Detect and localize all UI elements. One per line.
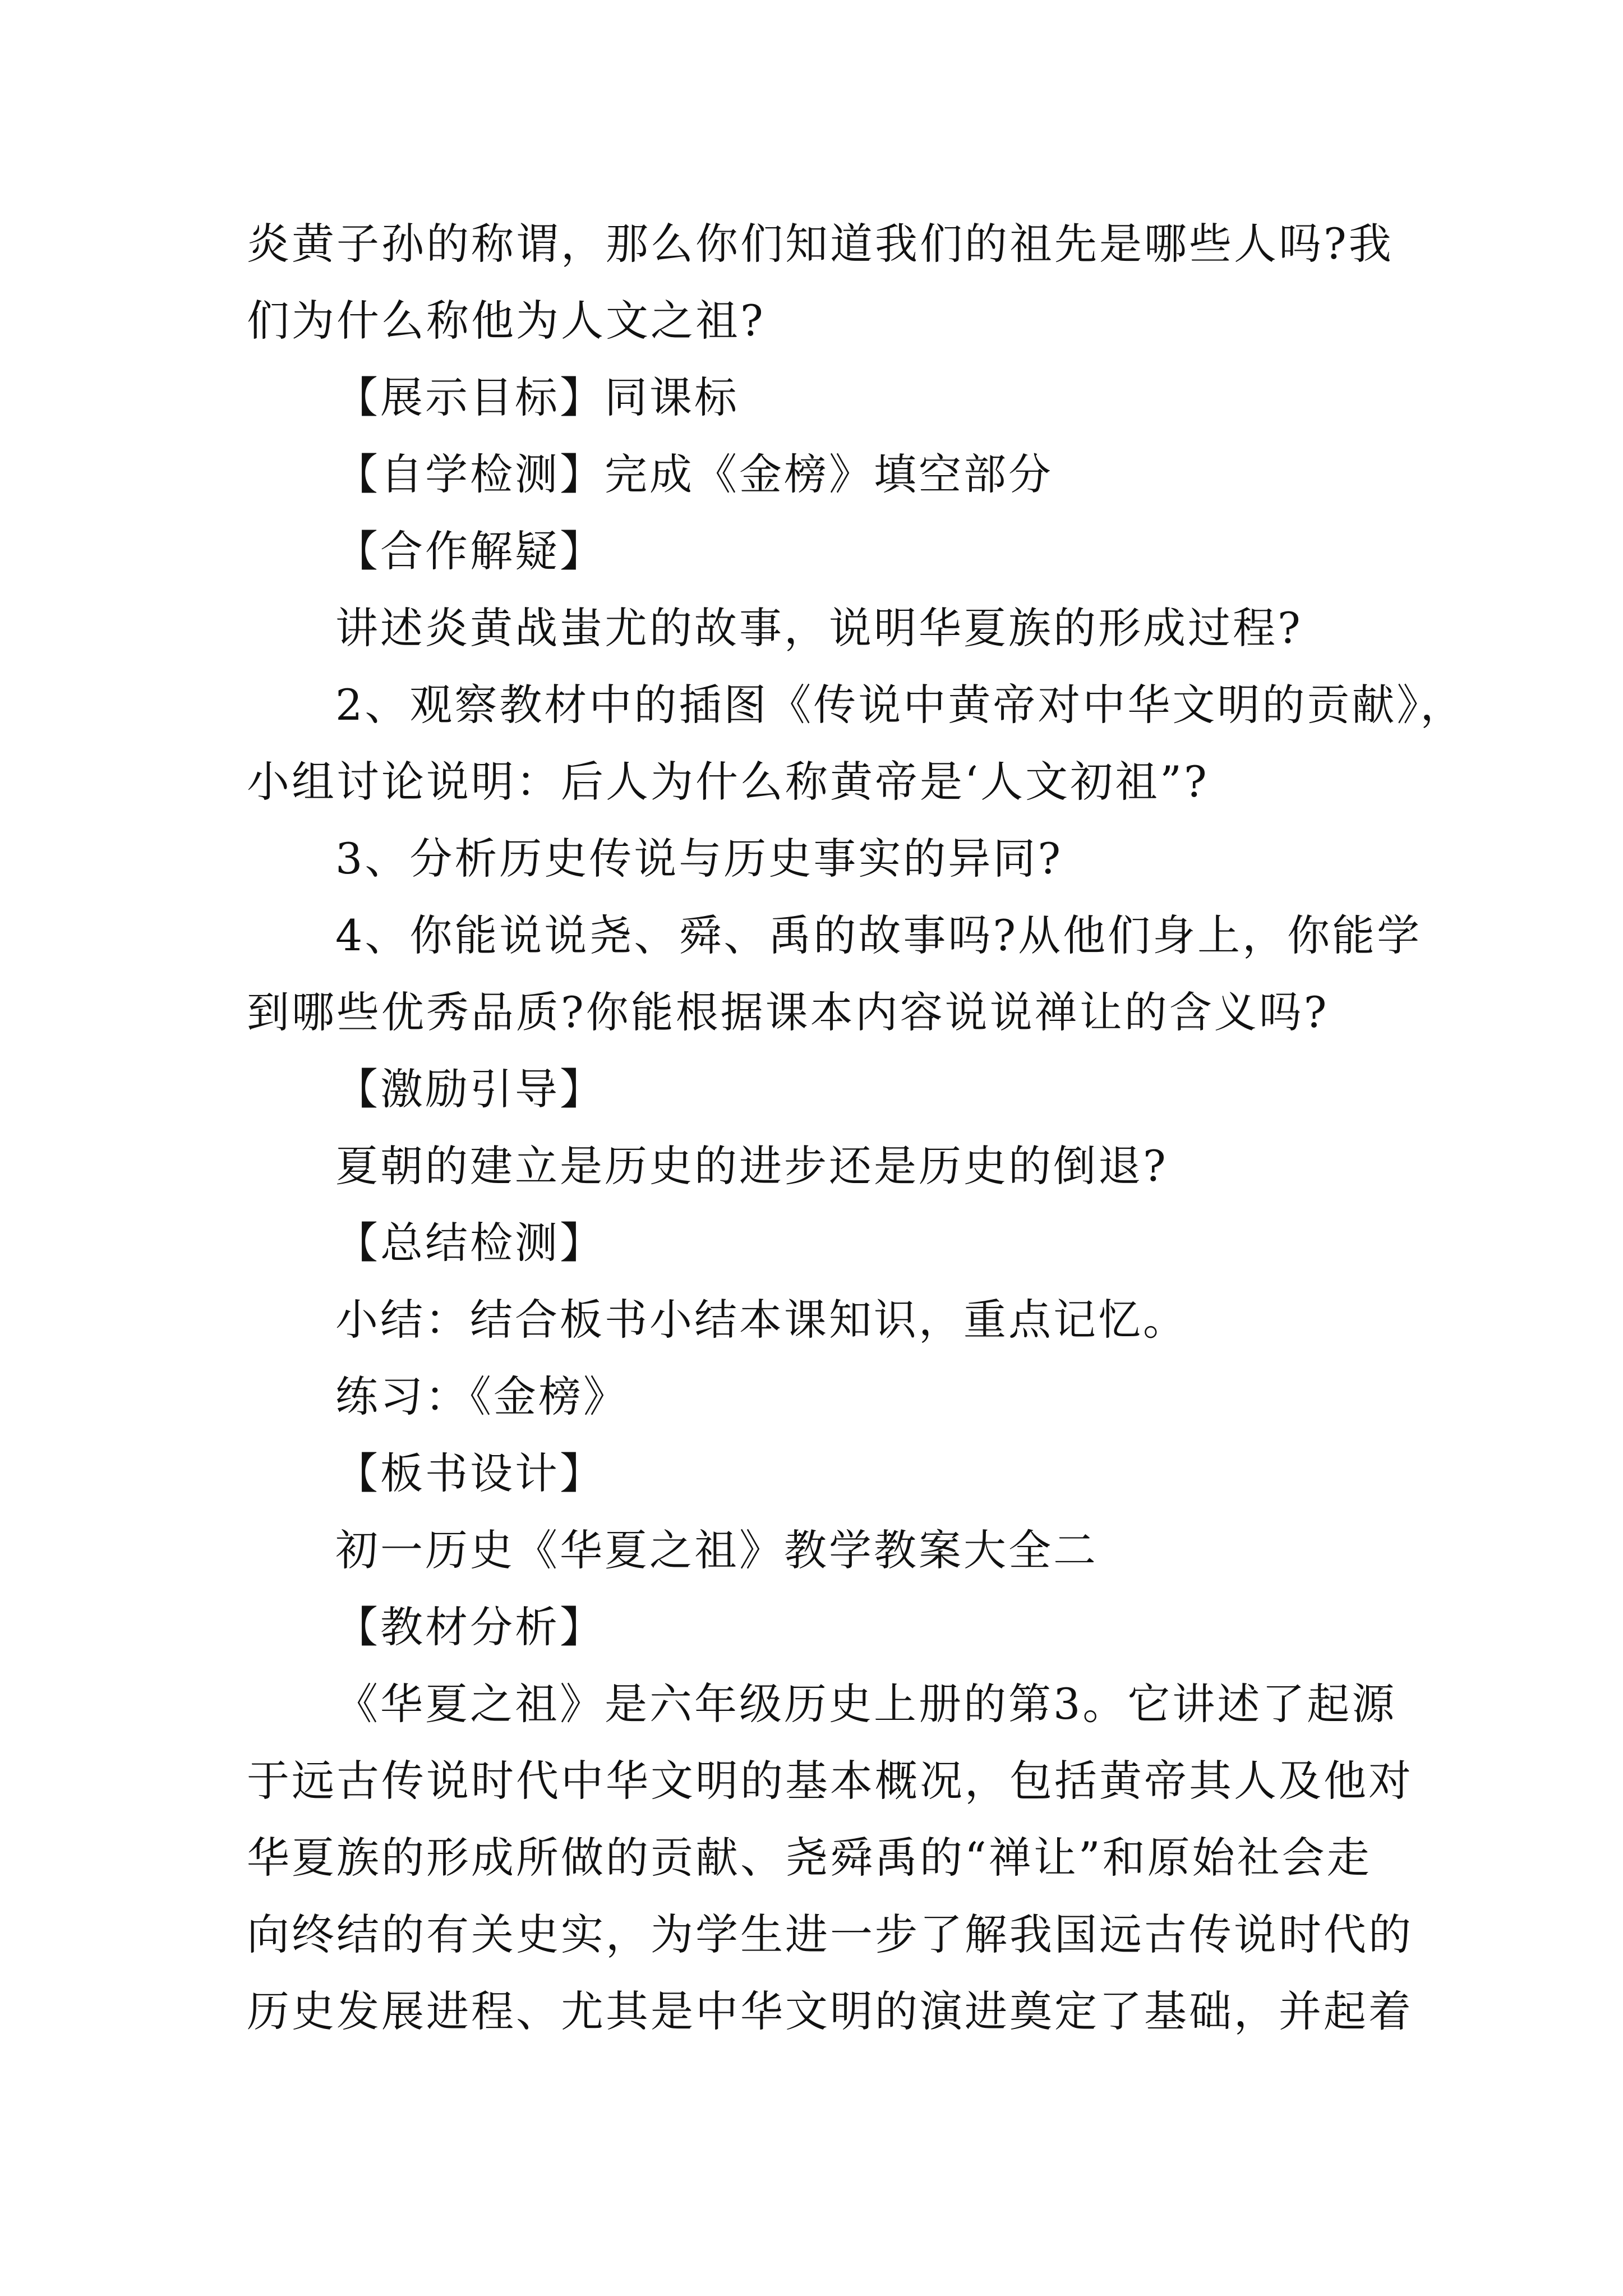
text-line: 2、观察教材中的插图《传说中黄帝对中华文明的贡献》， xyxy=(335,680,1465,730)
text-line: 历史发展进程、尤其是中华文明的演进奠定了基础，并起着 xyxy=(247,1986,1413,2036)
text-line: 夏朝的建立是历史的进步还是历史的倒退? xyxy=(335,1141,1168,1191)
section-heading: 【自学检测】完成《金榜》填空部分 xyxy=(335,449,1053,499)
section-heading: 【展示目标】同课标 xyxy=(335,372,739,422)
section-heading: 【总结检测】 xyxy=(335,1218,605,1268)
text-line: 到哪些优秀品质?你能根据课本内容说说禅让的含义吗? xyxy=(247,987,1329,1037)
text-line: 讲述炎黄战蚩尤的故事，说明华夏族的形成过程? xyxy=(335,603,1303,653)
text-line: 华夏族的形成所做的贡献、尧舜禹的“禅让”和原始社会走 xyxy=(247,1833,1372,1883)
section-heading: 【合作解疑】 xyxy=(335,526,605,576)
text-line: 们为什么称他为人文之祖? xyxy=(247,296,766,346)
text-line: 小结：结合板书小结本课知识，重点记忆。 xyxy=(335,1295,1188,1345)
text-line: 4、你能说说尧、舜、禹的故事吗?从他们身上，你能学 xyxy=(335,910,1422,960)
text-line: 3、分析历史传说与历史事实的异同? xyxy=(335,834,1063,884)
text-line: 小组讨论说明：后人为什么称黄帝是‘人文初祖”? xyxy=(247,757,1209,807)
text-line: 练习：《金榜》 xyxy=(335,1372,628,1421)
text-line: 炎黄子孙的称谓，那么你们知道我们的祖先是哪些人吗?我 xyxy=(247,219,1394,269)
text-line: 向终结的有关史实，为学生进一步了解我国远古传说时代的 xyxy=(247,1910,1413,1959)
text-line: 初一历史《华夏之祖》教学教案大全二 xyxy=(335,1525,1098,1575)
text-line: 《华夏之祖》是六年级历史上册的第3。它讲述了起源 xyxy=(335,1679,1397,1729)
text-line: 于远古传说时代中华文明的基本概况，包括黄帝其人及他对 xyxy=(247,1756,1413,1806)
section-heading: 【教材分析】 xyxy=(335,1602,605,1652)
section-heading: 【板书设计】 xyxy=(335,1448,605,1498)
section-heading: 【激励引导】 xyxy=(335,1064,605,1114)
